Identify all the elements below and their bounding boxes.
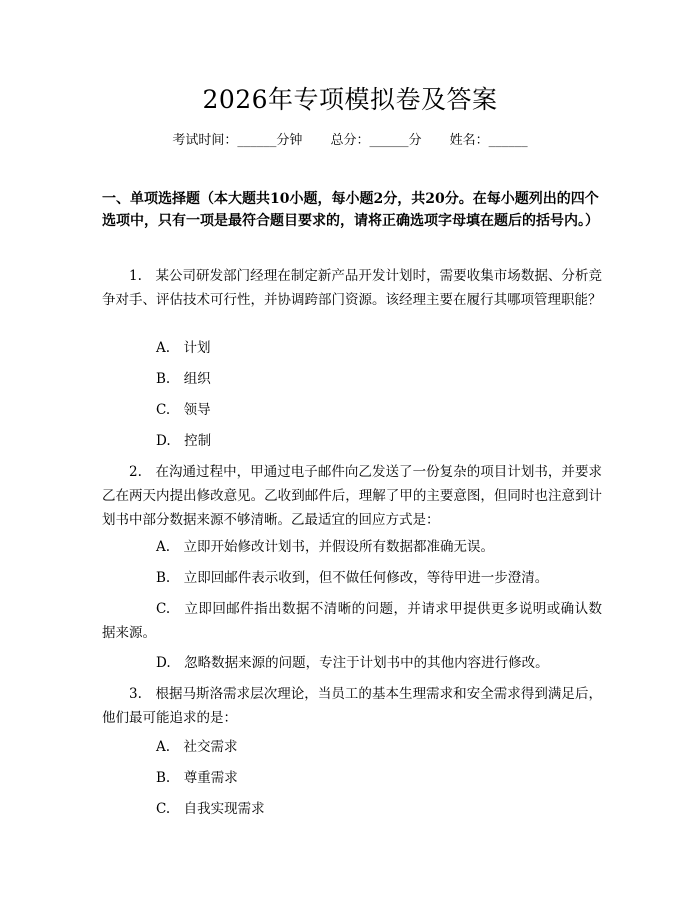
total-score-field: 总分：______分	[330, 133, 422, 148]
question-3-option-b: B. 尊重需求	[156, 770, 238, 786]
section-heading: 一、单项选择题（本大题共10小题，每小题2分，共20分。在每小题列出的四个选项中，只有一项是最符合题目要求的，请将正确选项字母填在题后的括号内。）	[102, 191, 599, 229]
question-2-stem: 2. 在沟通过程中，甲通过电子邮件向乙发送了一份复杂的项目计划书，并要求乙在两天内提出修改意见。乙收到邮件后，理解了甲的主要意图，但同时也注意到计划书中部分数据来源不够清晰。乙最适宜的回应方式是：	[102, 464, 602, 528]
question-3-option-c: C. 自我实现需求	[156, 801, 265, 817]
question-2-option-b: B. 立即回邮件表示收到，但不做任何修改，等待甲进一步澄清。	[156, 570, 549, 586]
exam-meta	[0, 132, 700, 150]
question-2-option-c: C. 立即回邮件指出数据不清晰的问题，并请求甲提供更多说明或确认数据来源。	[102, 601, 602, 641]
question-1-option-a: A. 计划	[156, 340, 211, 356]
question-2-option-d: D. 忽略数据来源的问题，专注于计划书中的其他内容进行修改。	[156, 655, 549, 671]
exam-time-field: 考试时间：______分钟	[172, 133, 303, 148]
question-1-option-b: B. 组织	[156, 371, 211, 387]
question-1-option-c: C. 领导	[156, 402, 211, 418]
student-name-field: 姓名：______	[449, 133, 528, 148]
question-1-option-d: D. 控制	[156, 433, 212, 449]
page-title: 2026年专项模拟卷及答案	[202, 85, 498, 114]
question-1-stem: 1. 某公司研发部门经理在制定新产品开发计划时，需要收集市场数据、分析竞争对手、评估技术可行性，并协调跨部门资源。该经理主要在履行其哪项管理职能？	[102, 268, 602, 308]
question-3-stem: 3. 根据马斯洛需求层次理论，当员工的基本生理需求和安全需求得到满足后，他们最可能追求的是：	[102, 686, 602, 726]
question-2-option-a: A. 立即开始修改计划书，并假设所有数据都准确无误。	[156, 539, 495, 555]
question-3-option-a: A. 社交需求	[156, 739, 238, 755]
